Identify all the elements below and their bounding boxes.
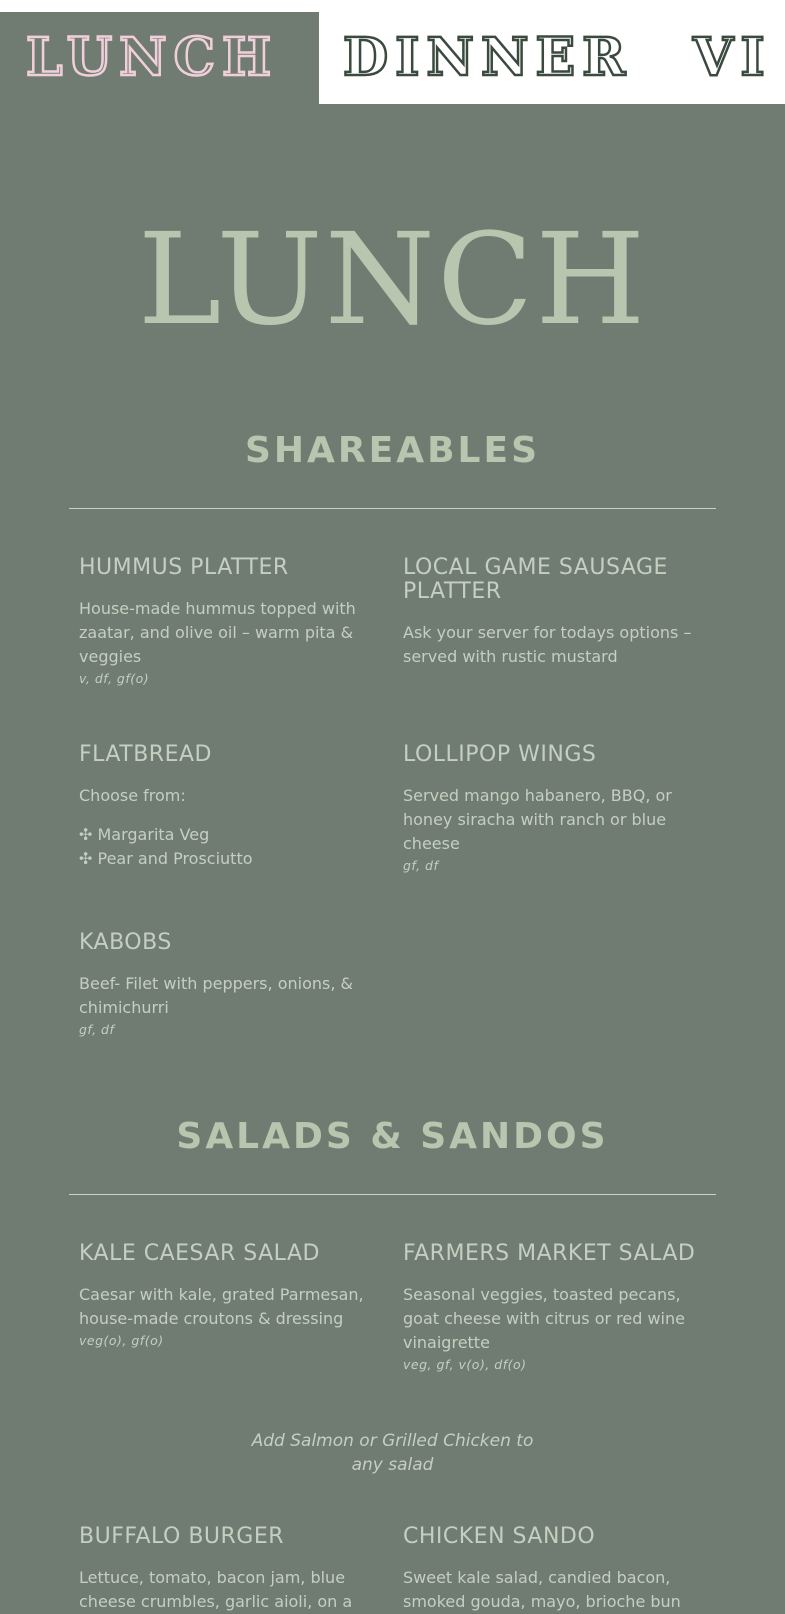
section-title-salads-sandos: SALADS & SANDOS [176, 1116, 609, 1157]
item-description: Choose from: [79, 786, 186, 805]
item-description: Served mango habanero, BBQ, or honey siracha with ranch or blue cheese [403, 786, 672, 853]
menu-item-local-game-sausage-platter [403, 556, 708, 669]
page-title: LUNCH [137, 206, 648, 353]
item-options [79, 823, 379, 871]
tab-dinner[interactable]: DINNER [343, 27, 633, 88]
menu-item-kabobs [79, 931, 384, 1040]
item-dietary-tags: v, df, gf(o) [79, 671, 150, 686]
salad-addon-note-text: Add Salmon or Grilled Chicken to any salad [251, 1431, 534, 1475]
item-name: KALE CAESAR SALAD [79, 1241, 320, 1266]
item-description: Beef- Filet with peppers, onions, & chimichurri [79, 974, 353, 1017]
item-name: FLATBREAD [79, 742, 212, 767]
section-divider [69, 1194, 716, 1195]
menu-item-kale-caesar-salad [79, 1242, 384, 1351]
item-dietary-tags: gf, df [79, 1022, 115, 1037]
menu-item-hummus-platter [79, 556, 379, 689]
menu-item-flatbread [79, 743, 379, 871]
item-name: FARMERS MARKET SALAD [403, 1241, 696, 1266]
salad-addon-note [0, 1429, 785, 1477]
section-title-shareables: SHAREABLES [245, 430, 540, 471]
item-description: House-made hummus topped with zaatar, and olive oil – warm pita & veggies [79, 599, 356, 666]
item-description: Ask your server for todays options – served with rustic mustard [403, 623, 692, 666]
item-description: Seasonal veggies, toasted pecans, goat cheese with citrus or red wine vinaigrette [403, 1285, 685, 1352]
item-name: LOCAL GAME SAUSAGE PLATTER [403, 555, 668, 604]
item-description: Lettuce, tomato, bacon jam, blue cheese crumbles, garlic aioli, on a [79, 1568, 353, 1611]
tab-vino[interactable]: VI [693, 27, 772, 88]
menu-item-farmers-market-salad [403, 1242, 708, 1375]
menu-item-lollipop-wings [403, 743, 698, 876]
item-dietary-tags: veg, gf, v(o), df(o) [403, 1357, 527, 1372]
menu-item-chicken-sando [403, 1525, 703, 1614]
item-dietary-tags: gf, df [403, 858, 439, 873]
item-description: Caesar with kale, grated Parmesan, house-made croutons & dressing [79, 1285, 364, 1328]
item-name: BUFFALO BURGER [79, 1524, 285, 1549]
item-dietary-tags: veg(o), gf(o) [79, 1333, 164, 1348]
menu-tab-bar [0, 0, 785, 104]
section-divider [69, 508, 716, 509]
item-name: LOLLIPOP WINGS [403, 742, 597, 767]
item-description: Sweet kale salad, candied bacon, smoked gouda, mayo, brioche bun [403, 1568, 681, 1611]
option-margarita-veg: ✣ Margarita Veg [79, 825, 210, 844]
option-pear-prosciutto: ✣ Pear and Prosciutto [79, 849, 253, 868]
tab-lunch[interactable]: LUNCH [0, 12, 319, 104]
item-name: HUMMUS PLATTER [79, 555, 289, 580]
item-name: KABOBS [79, 930, 172, 955]
menu-item-buffalo-burger [79, 1525, 379, 1614]
item-name: CHICKEN SANDO [403, 1524, 596, 1549]
